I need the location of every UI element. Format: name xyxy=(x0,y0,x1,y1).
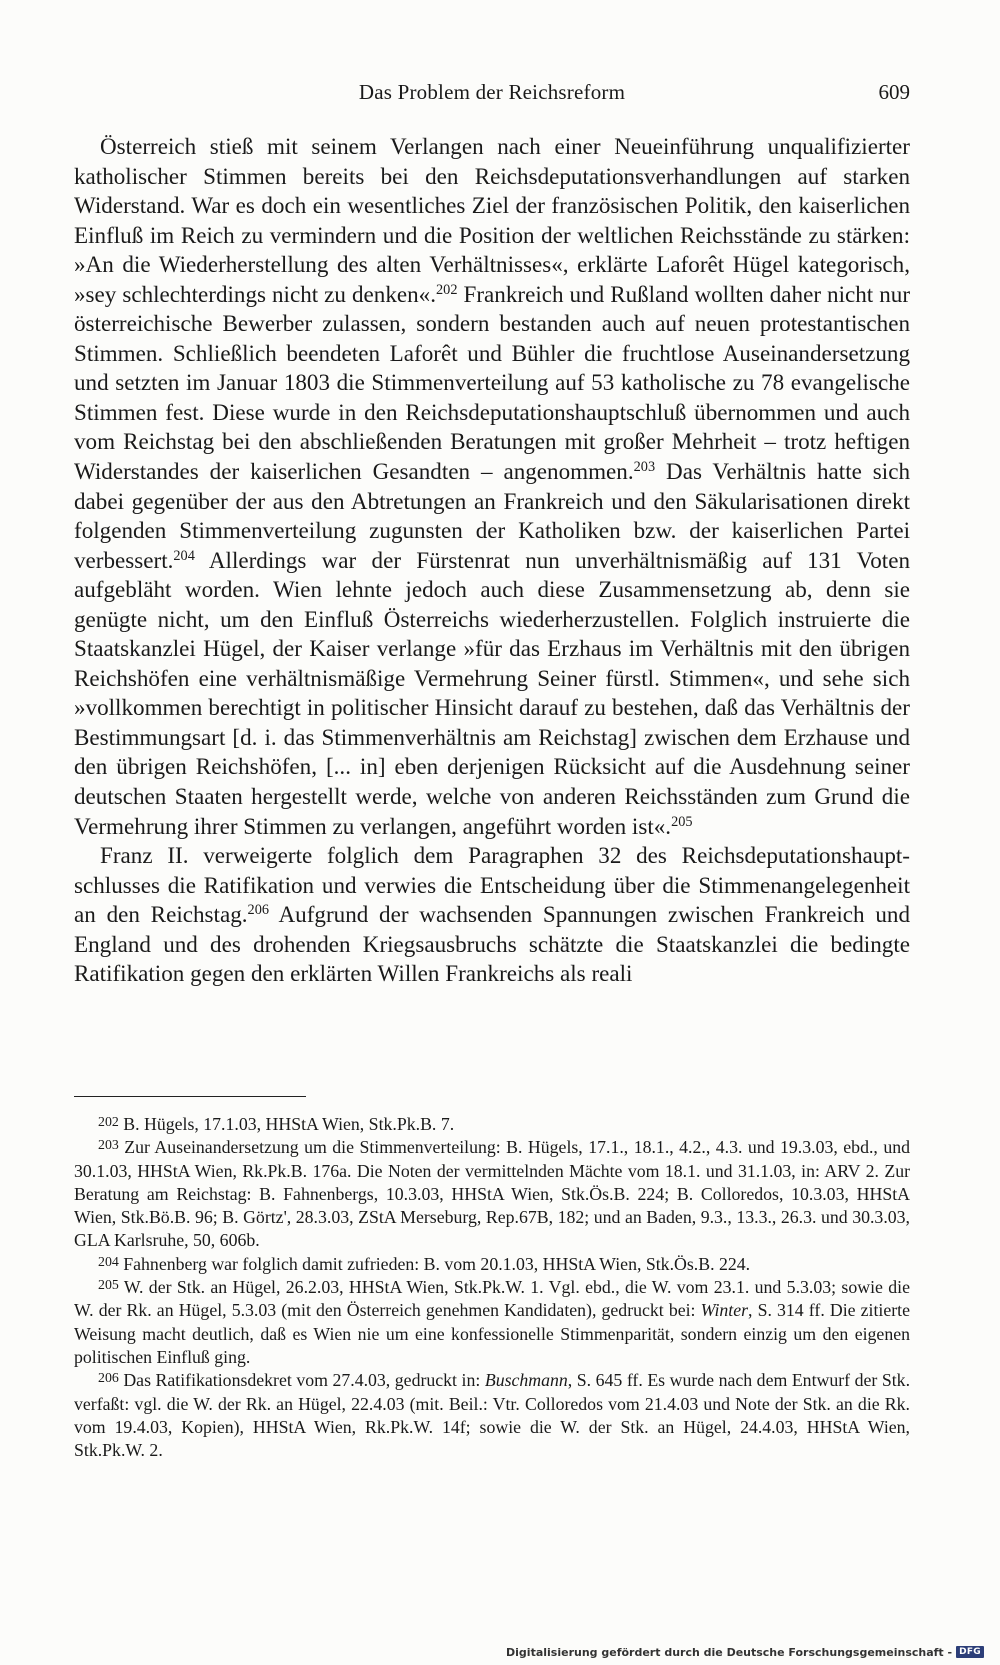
footnote-number: 203 xyxy=(98,1138,119,1154)
text-run: Aufgrund der wachsenden Spannungen zwischen Frankreich und England und des drohenden Kriegsausbruchs schätzte die Staatskanzlei die bedingte Ratifikation gegen den erklärten Willen Frankreichs als reali xyxy=(74,901,911,987)
footnote-number: 206 xyxy=(98,1371,119,1387)
credit-text: Digitalisierung gefördert durch die Deutsche Forschungsgemeinschaft - xyxy=(506,1645,953,1659)
footnote-text: , S. 314 ff. Die zitierte Weisung macht deutlich, daß es Wien nie um eine konfessionelle Stimmenparität, sondern einzig um den eigenen politischen Einfluß ging. xyxy=(74,1300,910,1367)
page-header xyxy=(74,80,910,110)
footnote-ref-203[interactable]: 203 xyxy=(633,459,656,476)
footnote-206 xyxy=(74,1369,910,1462)
footnote-ref-206[interactable]: 206 xyxy=(247,902,269,919)
text-run: Frankreich und Rußland wollten daher nicht nur österreichische Bewerber zulassen, sondern bestanden auch auf neuen protestantischen Stimmen. Schließlich beendeten Laforêt und Bühler die fruchtlose Auseinandersetzung und setzten im Januar 1803 die Stimmenverteilung auf 53 katholische zu 78 evangelische Stimmen fest. Diese wurde in den Reichsdeputationshauptschluß übernommen und auch vom Reichstag bei den abschließenden Beratungen mit großer Mehrheit – trotz heftigen Widerstandes der kaiserlichen Gesandten – angenommen. xyxy=(74,280,911,485)
text-run: Österreich stieß mit seinem Verlangen nach einer Neueinführung unqualifizierter katholischer Stimmen bereits bei den Reichsdeputationsverhandlungen auf starken Widerstand. War es doch ein wesentliches Ziel der französischen Politik, den kaiserlichen Einfluß im Reich zu vermindern und die Position der weltlichen Reichsstände zu stärken: »An die Wiederherstellung des alten Verhältnisses«, erklärte Laforêt Hügel kategorisch, »sey schlechterdings nicht zu denken«. xyxy=(74,133,910,307)
cited-author: Winter xyxy=(700,1300,749,1321)
footnotes xyxy=(74,1113,910,1462)
text-run: Das Verhältnis hatte sich dabei gegenüber der aus den Abtretungen an Frankreich und den Säkularisationen direkt folgenden Stimmenverteilung zugunsten der Katholiken bzw. der kaiserlichen Partei verbessert. xyxy=(74,458,910,573)
page-number: 609 xyxy=(878,80,910,104)
footnote-divider xyxy=(74,1096,306,1097)
footnote-text: Das Ratifikationsdekret vom 27.4.03, gedruckt in: xyxy=(118,1370,485,1391)
footnote-ref-204[interactable]: 204 xyxy=(173,547,195,564)
text-run: Allerdings war der Fürstenrat nun unverhältnismäßig auf 131 Voten aufgebläht worden. Wien lehnte jedoch auch diese Zusammensetzung ab, denn sie genügte nicht, um den Einfluß Österreichs wiederherzustellen. Folglich instruierte die Staatskanzlei Hügel, der Kaiser verlange »für das Erzhaus im Verhältnis mit den übrigen Reichshöfen eine verhältnismäßige Vermehrung Seiner fürstl. Stimmen«, und sehe sich »vollkommen berechtigt in politischer Hinsicht darauf zu bestehen, daß das Verhältnis der Bestimmungsart [d. i. das Stimmenverhältnis am Reichstag] zwischen dem Erzhause und den übrigen Reichshöfen, [... in] eben derjenigen Rücksicht auf die Ausdehnung seiner deutschen Staaten hergestellt werde, welche von anderen Reichsständen zum Grund die Vermehrung ihrer Stimmen zu verlangen, angeführt worden ist«. xyxy=(74,546,910,839)
dfg-logo-icon: DFG xyxy=(956,1646,984,1658)
footnote-text: Fahnenberg war folglich damit zufrieden: B. vom 20.1.03, HHStA Wien, Stk.Ös.B. 224. xyxy=(118,1253,751,1274)
footnote-text: W. der Stk. an Hügel, 26.2.03, HHStA Wien, Stk.Pk.W. 1. Vgl. ebd., die W. vom 23.1. und 5.3.03; sowie die W. der Rk. an Hügel, 5.3.03 (mit den Österreich genehmen Kandidaten), gedruckt bei: xyxy=(74,1277,910,1321)
footnote-text: , S. 645 ff. Es wurde nach dem Entwurf der Stk. verfaßt: vgl. die W. der Rk. an Hügel, 22.4.03 (mit. Beil.: Vtr. Colloredos vom 21.4.03 und Note der Stk. an die Rk. vom 19.4.03, Kopien), HHStA Wien, Rk.Pk.W. 14f; sowie die W. der Stk. an Hügel, 24.4.03, HHStA Wien, Stk.Pk.W. 2. xyxy=(74,1370,911,1461)
running-head: Das Problem der Reichsreform xyxy=(358,80,626,104)
footnote-204 xyxy=(74,1253,910,1276)
footnote-203 xyxy=(74,1136,910,1252)
footnote-ref-202[interactable]: 202 xyxy=(436,281,458,298)
footnote-number: 202 xyxy=(98,1114,119,1130)
footnote-text: Zur Auseinandersetzung um die Stimmenverteilung: B. Hügels, 17.1., 18.1., 4.2., 4.3. und 19.3.03, ebd., und 30.1.03, HHStA Wien, Rk.Pk.B. 176a. Die Noten der vermittelnden Mächte vom 18.1. und 31.1.03, in: ARV 2. Zur Beratung am Reichstag: B. Fahnenbergs, 10.3.03, HHStA Wien, Stk.Ös.B. 224; B. Colloredos, 10.3.03, HHStA Wien, Stk.Bö.B. 96; B. Görtz', 28.3.03, ZStA Merseburg, Rep.67B, 182; und an Baden, 9.3., 13.3., 26.3. und 30.3.03, GLA Karlsruhe, 50, 606b. xyxy=(74,1137,910,1251)
digitization-credit xyxy=(506,1644,984,1660)
text-run: Franz II. verweigerte folglich dem Paragraphen 32 des Reichsdeputationshauptschlusses die Ratifikation und verwies die Entscheidung über die Stimmenangelegenheit an den Reichstag. xyxy=(74,842,910,928)
paragraph xyxy=(74,132,910,841)
cited-author: Buschmann xyxy=(484,1370,568,1391)
footnote-number: 205 xyxy=(98,1277,119,1293)
footnote-202 xyxy=(74,1113,910,1136)
footnote-ref-205[interactable]: 205 xyxy=(671,813,693,830)
footnote-number: 204 xyxy=(98,1254,119,1270)
main-text xyxy=(74,132,910,989)
paragraph xyxy=(74,841,910,989)
footnote-205 xyxy=(74,1276,910,1369)
footnote-text: B. Hügels, 17.1.03, HHStA Wien, Stk.Pk.B. 7. xyxy=(118,1114,455,1134)
